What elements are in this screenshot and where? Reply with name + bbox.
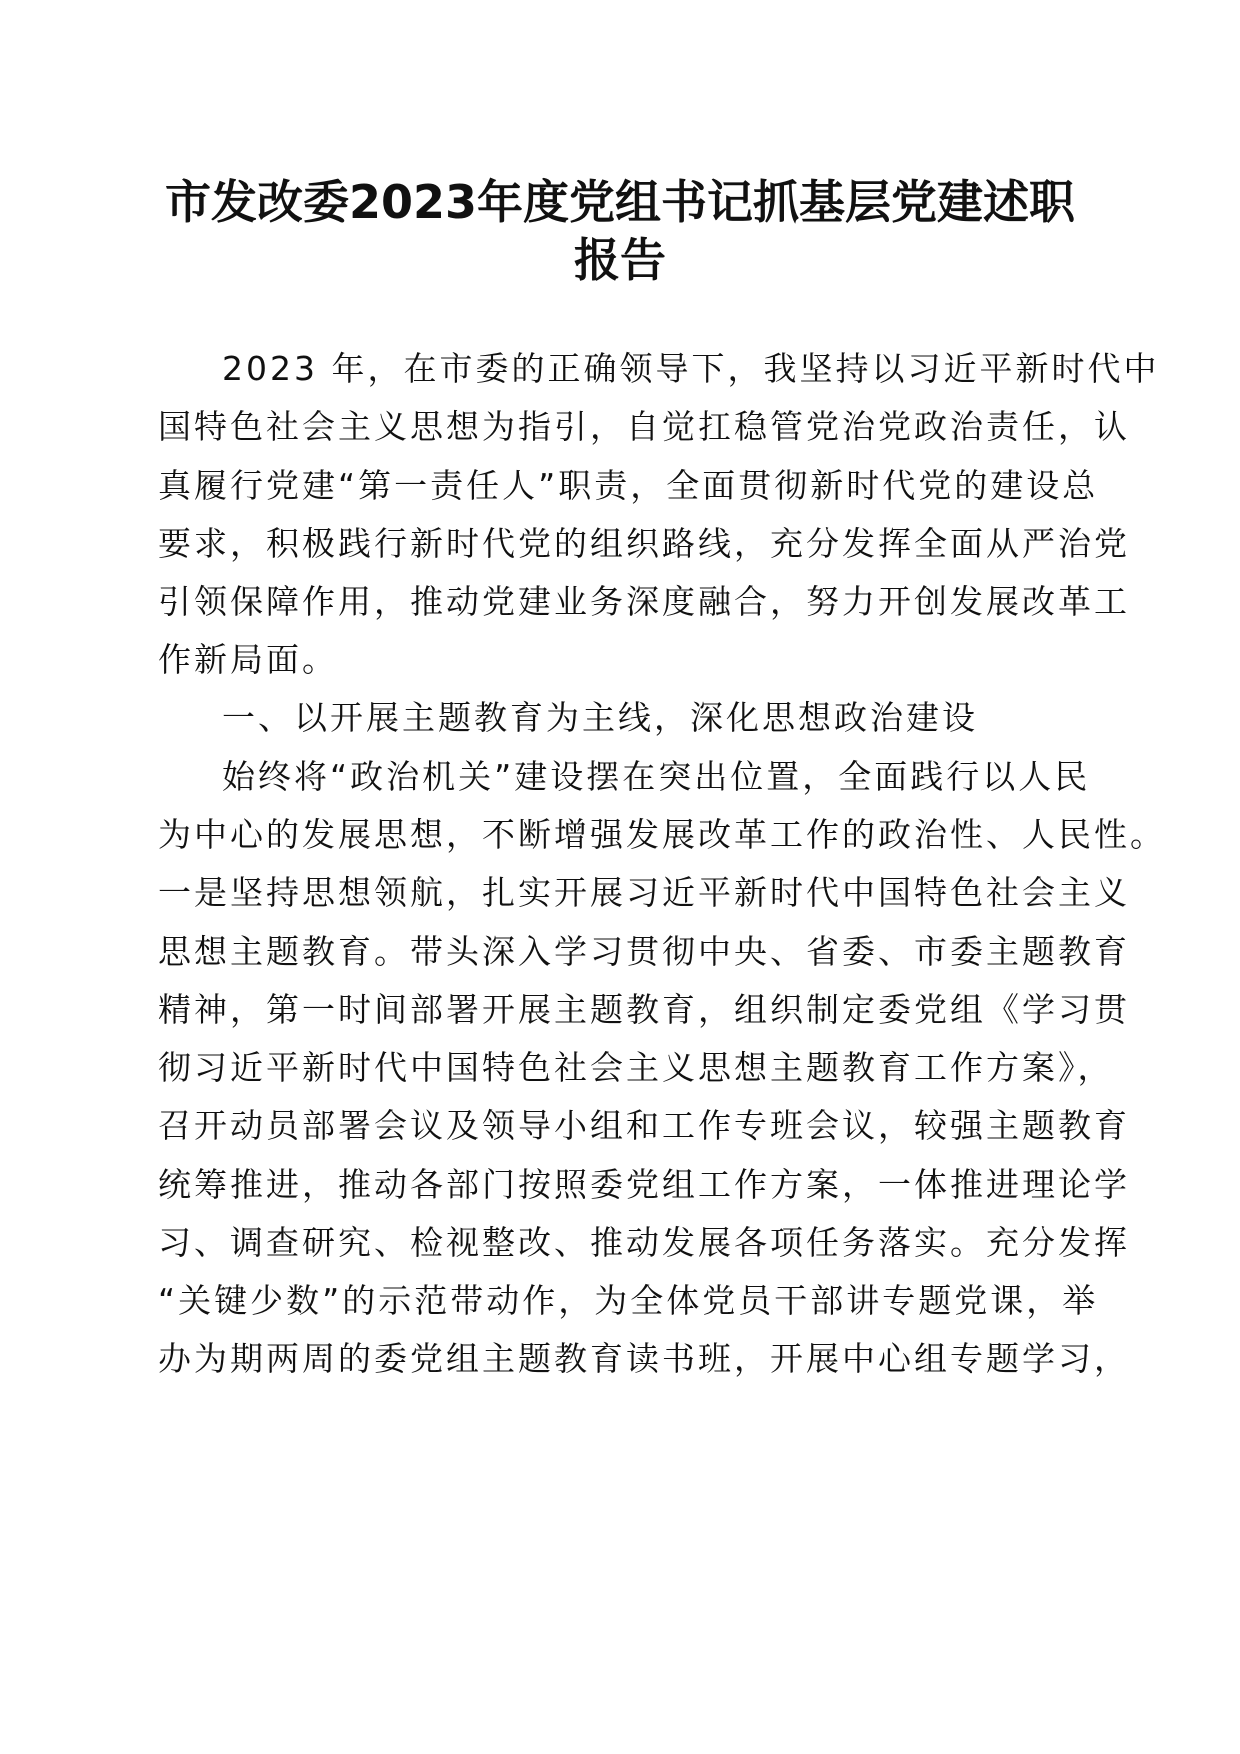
text-line: 真履行党建“第一责任人”职责，全面贯彻新时代党的建设总 [158,466,1099,505]
text-line: 为中心的发展思想，不断增强发展改革工作的政治性、人民性。 [158,815,1166,854]
document-title-line-1: 市发改委2023年度党组书记抓基层党建述职 [164,175,1076,229]
text-line: 一是坚持思想领航，扎实开展习近平新时代中国特色社会主义 [158,873,1130,912]
text-line: 精神，第一时间部署开展主题教育，组织制定委党组《学习贯 [158,990,1130,1029]
text-line: 引领保障作用，推动党建业务深度融合，努力开创发展改革工 [158,582,1130,621]
text-line: 始终将“政治机关”建设摆在突出位置，全面践行以人民 [222,757,1091,796]
text-line: 习、调查研究、检视整改、推动发展各项任务落实。充分发挥 [158,1223,1130,1262]
text-line: 要求，积极践行新时代党的组织路线，充分发挥全面从严治党 [158,524,1130,563]
text-line: 召开动员部署会议及领导小组和工作专班会议，较强主题教育 [158,1106,1130,1145]
text-line: 统筹推进，推动各部门按照委党组工作方案，一体推进理论学 [158,1165,1130,1204]
text-line: 彻习近平新时代中国特色社会主义思想主题教育工作方案》， [158,1048,1114,1087]
text-line: “关键少数”的示范带动作，为全体党员干部讲专题党课，举 [158,1281,1099,1320]
text-line: 作新局面。 [158,640,338,679]
document-title-line-2: 报告 [574,233,666,287]
text-line: 国特色社会主义思想为指引，自觉扛稳管党治党政治责任，认 [158,407,1130,446]
text-line: 办为期两周的委党组主题教育读书班，开展中心组专题学习， [158,1339,1130,1378]
text-line: 2023 年，在市委的正确领导下，我坚持以习近平新时代中 [222,349,1160,388]
text-line: 思想主题教育。带头深入学习贯彻中央、省委、市委主题教育 [158,932,1130,971]
section-heading-1: 一、以开展主题教育为主线，深化思想政治建设 [222,698,978,737]
